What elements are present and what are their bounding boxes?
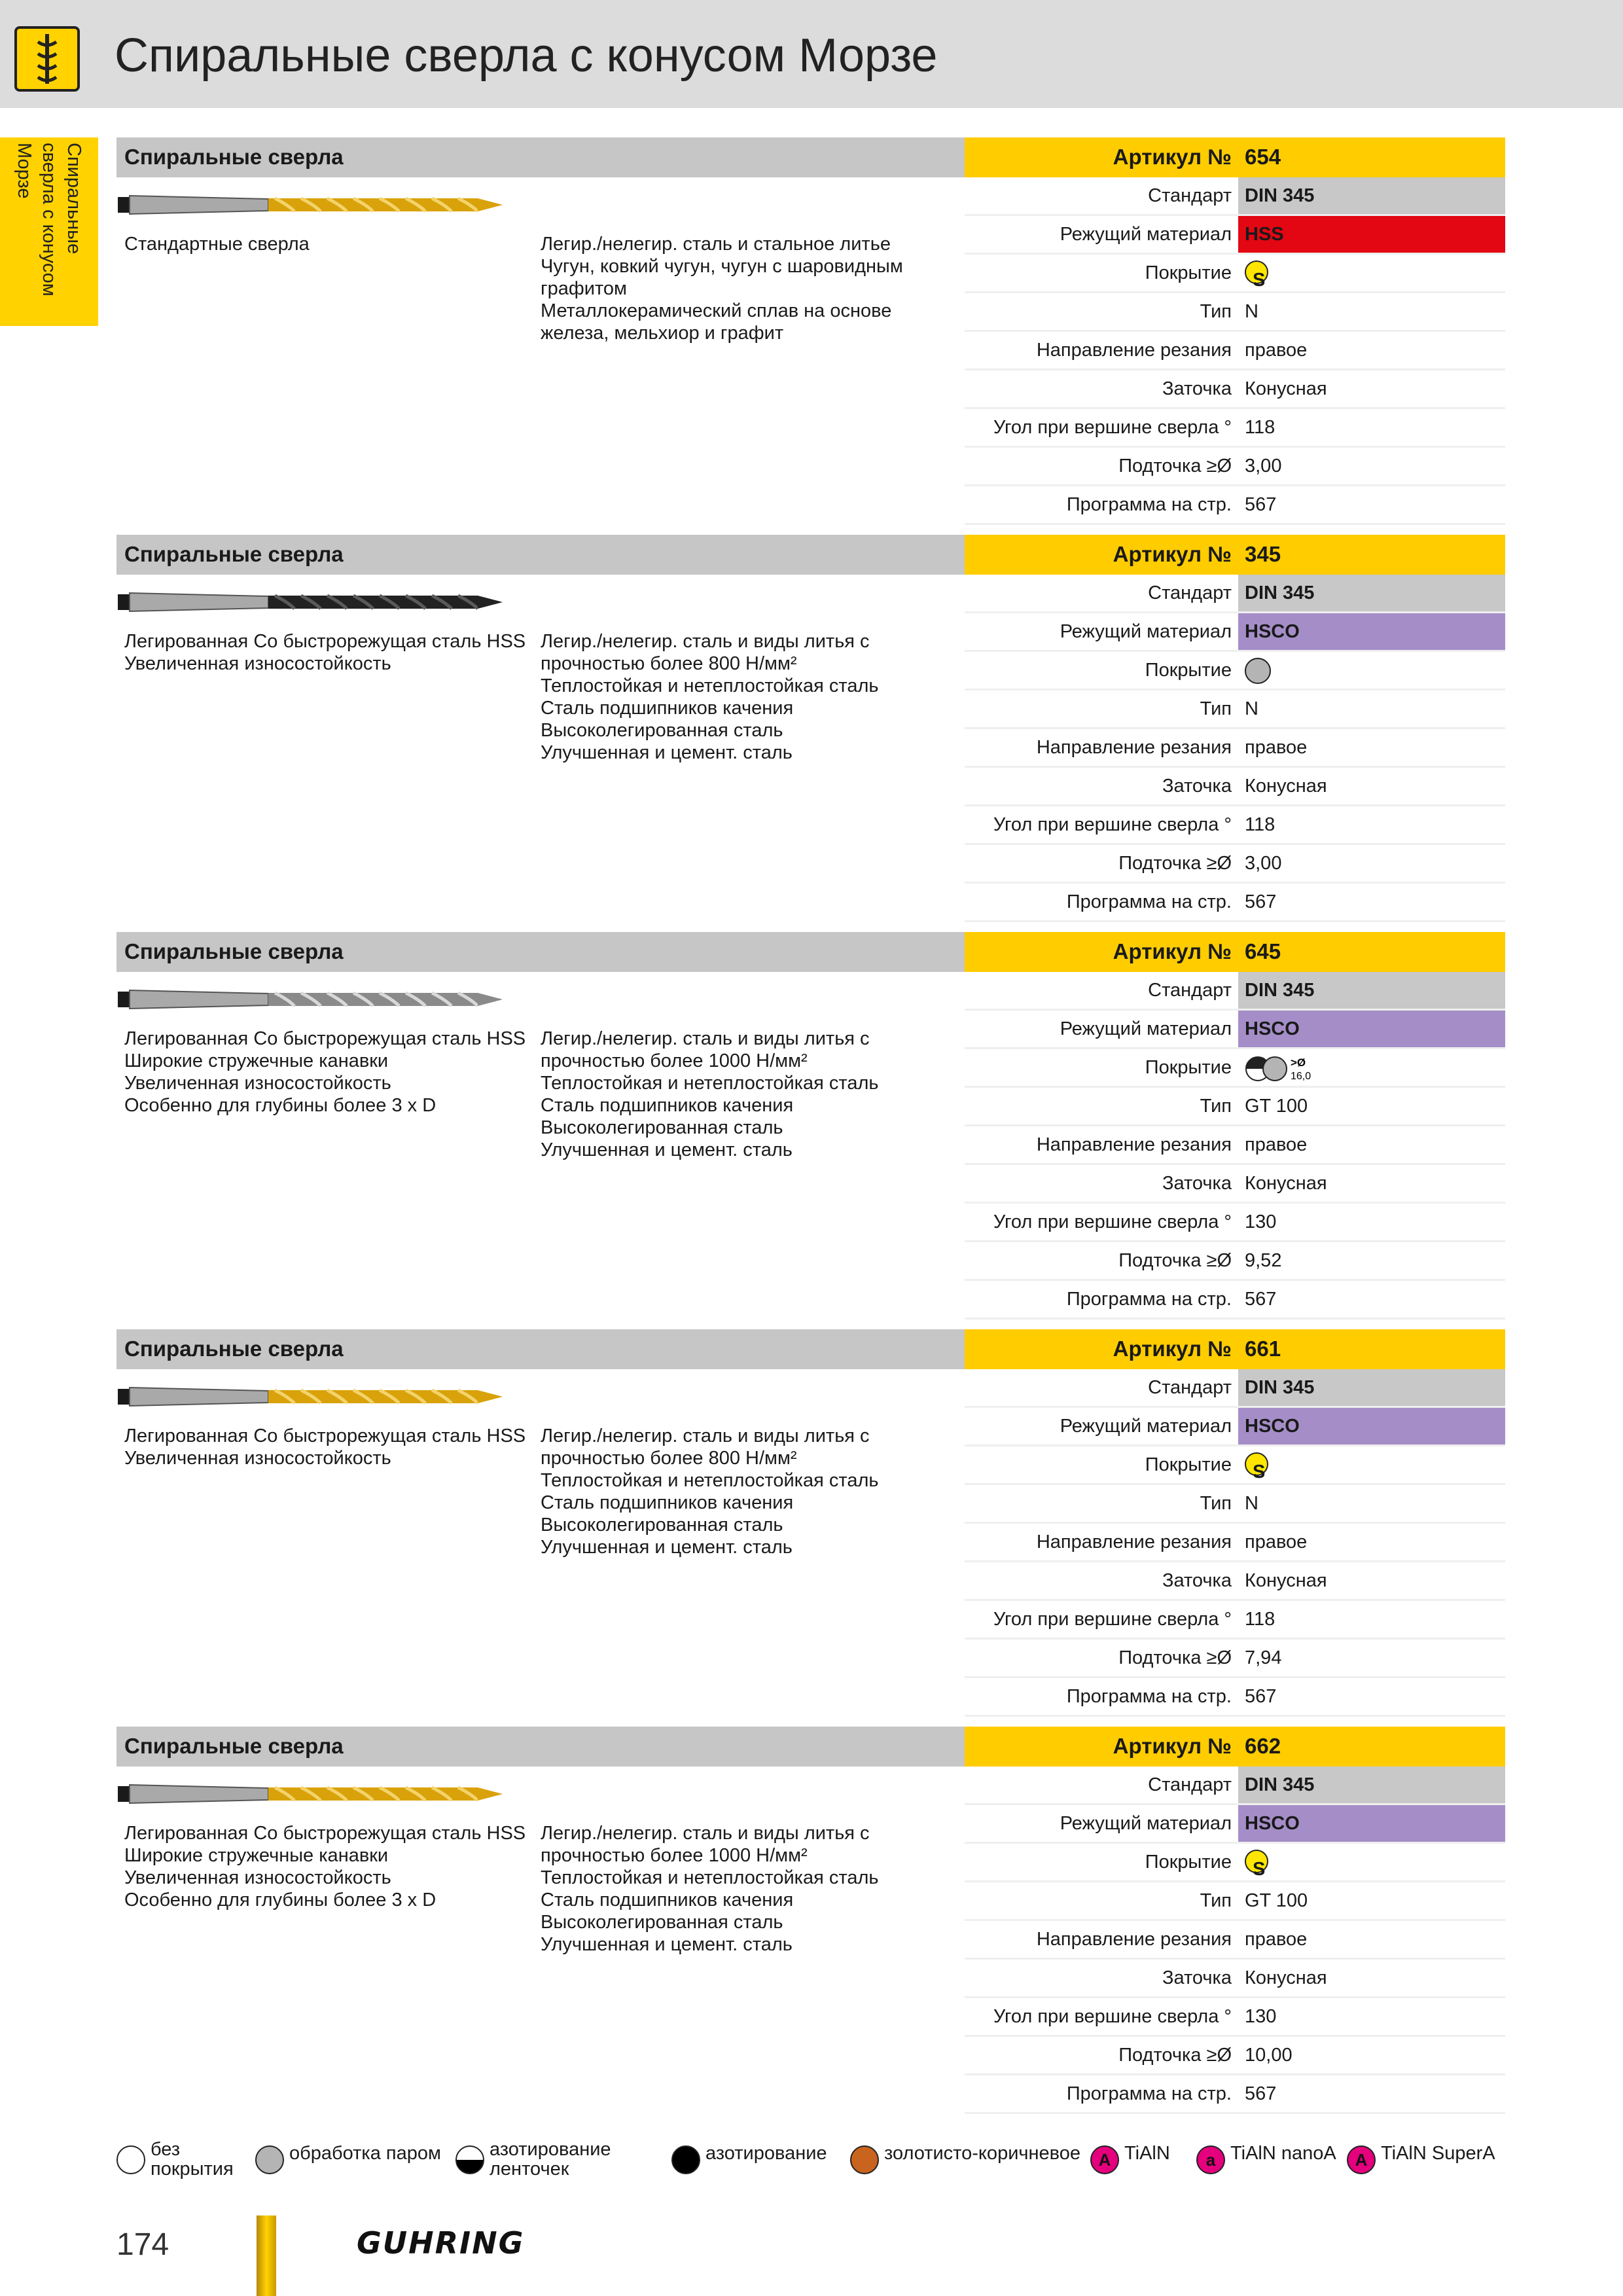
tialn-nanoa-icon: a <box>1196 2145 1225 2174</box>
spec-value-cell <box>1238 293 1505 330</box>
spec-value-thinning: 9,52 <box>1245 1250 1282 1271</box>
product-section-654 <box>116 137 1505 535</box>
description-line: Легированная Co быстрорежущая сталь HSS <box>124 1823 526 1844</box>
legend-label: обработка паром <box>289 2143 441 2164</box>
spec-value-grind: Конусная <box>1245 378 1327 399</box>
spec-value-cell <box>1238 1998 1505 2035</box>
spec-row-point_grind <box>965 1960 1505 1998</box>
spec-row-program_page <box>965 2075 1505 2114</box>
spec-value-standard: DIN 345 <box>1245 1774 1315 1795</box>
material-line: Легир./нелегир. сталь и виды литья с <box>541 1426 870 1446</box>
product-section-345 <box>116 535 1505 932</box>
material-line: Улучшенная и цемент. сталь <box>541 1934 793 1955</box>
spec-value-cell <box>1238 1126 1505 1163</box>
spec-value-standard: DIN 345 <box>1245 980 1315 1001</box>
coating-legend <box>116 2135 1505 2181</box>
drill-image <box>118 986 504 1013</box>
spec-value-cell <box>1238 613 1505 650</box>
article-number: 662 <box>1245 1734 1281 1758</box>
spec-label-point_angle: Угол при вершине сверла ° <box>993 417 1232 438</box>
spec-label-type: Тип <box>1200 698 1232 719</box>
spec-value-cell <box>1238 1011 1505 1047</box>
spec-row-thinning <box>965 1640 1505 1678</box>
spec-row-point_angle <box>965 1998 1505 2037</box>
spec-row-cutting_material <box>965 613 1505 652</box>
spec-label-program_page: Программа на стр. <box>1066 1289 1232 1310</box>
spec-row-point_angle <box>965 1204 1505 1242</box>
description-line: Увеличенная износостойкость <box>124 653 391 674</box>
spec-label-thinning: Подточка ≥Ø <box>1118 456 1232 476</box>
article-heading-bar <box>965 137 1505 177</box>
article-number: 645 <box>1245 939 1281 963</box>
drill-image <box>118 1383 504 1410</box>
spec-value-cell <box>1238 1165 1505 1202</box>
spec-value-cell <box>1238 370 1505 407</box>
spec-value-page: 567 <box>1245 2083 1277 2104</box>
drill-image <box>118 1780 504 1808</box>
spec-row-cutting_direction <box>965 1126 1505 1165</box>
article-heading-bar <box>965 535 1505 575</box>
steam-gold-s-icon: S <box>1245 1850 1268 1873</box>
spec-value-cutting_material: HSS <box>1245 224 1284 245</box>
spec-value-standard: DIN 345 <box>1245 1377 1315 1398</box>
spec-value-angle: 130 <box>1245 2006 1277 2027</box>
tialn-supera-icon: A <box>1347 2145 1376 2174</box>
description-line: Стандартные сверла <box>124 234 310 255</box>
section-heading: Спиральные сверла <box>124 542 344 566</box>
spec-value-cell <box>1238 486 1505 523</box>
description-line: Широкие стружечные канавки <box>124 1845 389 1866</box>
section-heading-bar <box>116 535 965 575</box>
spec-value-cell <box>1238 448 1505 484</box>
page-header <box>0 0 1623 108</box>
material-line: Теплостойкая и нетеплостойкая сталь <box>541 1867 879 1888</box>
product-section-662 <box>116 1727 1505 2124</box>
spec-row-point_angle <box>965 1601 1505 1640</box>
material-line: Высоколегированная сталь <box>541 1117 783 1138</box>
legend-label: золотисто-коричневое <box>884 2143 1080 2164</box>
material-line: Теплостойкая и нетеплостойкая сталь <box>541 1073 879 1094</box>
spec-value-cell <box>1238 1369 1505 1406</box>
spec-value-angle: 118 <box>1245 417 1275 438</box>
spec-value-thinning: 3,00 <box>1245 456 1282 476</box>
spec-row-program_page <box>965 486 1505 525</box>
spec-row-cutting_material <box>965 1805 1505 1844</box>
workpiece-materials <box>541 233 959 344</box>
svg-text:16,0: 16,0 <box>1291 1071 1311 1082</box>
spec-value-direction: правое <box>1245 1532 1308 1552</box>
spec-label-cutting_direction: Направление резания <box>1036 737 1232 758</box>
spec-row-thinning <box>965 2037 1505 2075</box>
spec-row-standard <box>965 177 1505 216</box>
spec-value-cell <box>1238 1049 1505 1086</box>
spec-row-type <box>965 1088 1505 1126</box>
uncoated-icon <box>116 2145 145 2174</box>
spec-value-cell <box>1238 806 1505 843</box>
material-line: Улучшенная и цемент. сталь <box>541 1537 793 1558</box>
article-label: Артикул № <box>1113 1336 1232 1361</box>
description-line: Широкие стружечные канавки <box>124 1050 389 1071</box>
spec-row-coating <box>965 652 1505 691</box>
side-tab-label: Спиральные сверла с конусом Морзе <box>14 143 84 296</box>
spec-value-grind: Конусная <box>1245 1967 1327 1988</box>
spec-row-thinning <box>965 448 1505 486</box>
spec-label-cutting_material: Режущий материал <box>1060 224 1232 245</box>
spec-label-cutting_direction: Направление резания <box>1036 340 1232 361</box>
spec-label-point_grind: Заточка <box>1162 1570 1232 1591</box>
material-line: Легир./нелегир. сталь и виды литья с <box>541 1823 870 1844</box>
spec-label-cutting_material: Режущий материал <box>1060 1018 1232 1039</box>
spec-value-cell <box>1238 1242 1505 1279</box>
legend-label: азотирование <box>705 2143 827 2164</box>
spec-value-cell <box>1238 1601 1505 1638</box>
drill-logo-icon <box>14 26 80 92</box>
spec-value-cell <box>1238 768 1505 804</box>
spec-label-standard: Стандарт <box>1148 1774 1232 1795</box>
spec-label-thinning: Подточка ≥Ø <box>1118 1647 1232 1668</box>
spec-value-cell <box>1238 1960 1505 1996</box>
spec-value-cell <box>1238 409 1505 446</box>
workpiece-materials <box>541 1425 959 1558</box>
material-line: Высоколегированная сталь <box>541 1912 783 1933</box>
article-label: Артикул № <box>1113 145 1232 169</box>
section-heading: Спиральные сверла <box>124 1336 344 1361</box>
spec-row-point_grind <box>965 1165 1505 1204</box>
spec-label-coating: Покрытие <box>1145 1057 1232 1078</box>
spec-label-point_grind: Заточка <box>1162 1173 1232 1194</box>
spec-value-cell <box>1238 845 1505 882</box>
material-line: прочностью более 800 Н/мм² <box>541 1448 797 1469</box>
product-description <box>124 1822 537 1911</box>
spec-value-direction: правое <box>1245 340 1308 361</box>
spec-row-coating <box>965 1049 1505 1088</box>
combined-coating-icon <box>1245 1054 1317 1083</box>
spec-value-cell <box>1238 575 1505 611</box>
material-line: Сталь подшипников качения <box>541 1492 794 1513</box>
spec-value-thinning: 10,00 <box>1245 2045 1293 2066</box>
section-heading-bar <box>116 137 965 177</box>
spec-row-type <box>965 293 1505 332</box>
description-line: Увеличенная износостойкость <box>124 1448 391 1469</box>
spec-row-standard <box>965 1369 1505 1408</box>
spec-row-standard <box>965 972 1505 1011</box>
material-line: Сталь подшипников качения <box>541 1095 794 1116</box>
spec-label-standard: Стандарт <box>1148 1377 1232 1398</box>
article-heading-bar <box>965 1727 1505 1767</box>
material-line: Теплостойкая и нетеплостойкая сталь <box>541 1470 879 1491</box>
spec-value-cell <box>1238 884 1505 920</box>
spec-value-cell <box>1238 177 1505 214</box>
spec-label-point_grind: Заточка <box>1162 776 1232 797</box>
description-line: Легированная Co быстрорежущая сталь HSS <box>124 1426 526 1446</box>
spec-value-direction: правое <box>1245 1134 1308 1155</box>
material-line: Высоколегированная сталь <box>541 720 783 741</box>
material-line: Чугун, ковкий чугун, чугун с шаровидным <box>541 256 903 277</box>
spec-label-point_grind: Заточка <box>1162 1967 1232 1988</box>
spec-label-program_page: Программа на стр. <box>1066 494 1232 515</box>
spec-label-program_page: Программа на стр. <box>1066 2083 1232 2104</box>
spec-row-standard <box>965 1767 1505 1805</box>
spec-value-cell <box>1238 1882 1505 1919</box>
spec-label-type: Тип <box>1200 1890 1232 1911</box>
spec-label-cutting_direction: Направление резания <box>1036 1532 1232 1552</box>
spec-value-cell <box>1238 1485 1505 1522</box>
material-line: Легир./нелегир. сталь и виды литья с <box>541 631 870 652</box>
spec-label-cutting_material: Режущий материал <box>1060 1416 1232 1437</box>
description-line: Увеличенная износостойкость <box>124 1867 391 1888</box>
steam-gold-s-icon: S <box>1245 260 1268 284</box>
drill-image <box>118 588 504 616</box>
spec-value-type: N <box>1245 301 1258 322</box>
description-line: Легированная Co быстрорежущая сталь HSS <box>124 631 526 652</box>
section-heading-bar <box>116 1329 965 1369</box>
spec-label-standard: Стандарт <box>1148 583 1232 603</box>
spec-label-point_angle: Угол при вершине сверла ° <box>993 1211 1232 1232</box>
legend-label: TiAlN SuperA <box>1381 2143 1495 2164</box>
tialn-icon: A <box>1090 2145 1119 2174</box>
spec-row-type <box>965 691 1505 729</box>
material-line: Сталь подшипников качения <box>541 1890 794 1910</box>
article-number: 345 <box>1245 542 1281 566</box>
material-line: Сталь подшипников качения <box>541 698 794 719</box>
description-line: Особенно для глубины более 3 x D <box>124 1890 437 1910</box>
spec-row-point_grind <box>965 370 1505 409</box>
brand-logo: GUHRING <box>357 2225 525 2261</box>
spec-value-angle: 118 <box>1245 1609 1275 1630</box>
spec-label-cutting_material: Режущий материал <box>1060 621 1232 642</box>
steam-treated-icon <box>1245 658 1271 684</box>
spec-row-point_grind <box>965 1562 1505 1601</box>
legend-label: без покрытия <box>151 2139 234 2179</box>
spec-value-cell <box>1238 1204 1505 1240</box>
nitrided-icon <box>671 2145 700 2174</box>
spec-value-page: 567 <box>1245 1289 1277 1310</box>
svg-text:>Ø: >Ø <box>1291 1056 1306 1069</box>
spec-label-coating: Покрытие <box>1145 660 1232 681</box>
spec-row-thinning <box>965 1242 1505 1281</box>
spec-row-cutting_material <box>965 216 1505 255</box>
article-heading-bar <box>965 932 1505 972</box>
material-line: прочностью более 800 Н/мм² <box>541 653 797 674</box>
footer-accent-bar <box>257 2215 276 2296</box>
legend-label: азотирование ленточек <box>490 2139 611 2179</box>
spec-label-point_angle: Угол при вершине сверла ° <box>993 2006 1232 2027</box>
product-description <box>124 1425 537 1469</box>
spec-label-coating: Покрытие <box>1145 262 1232 283</box>
spec-value-angle: 130 <box>1245 1211 1277 1232</box>
spec-row-point_angle <box>965 806 1505 845</box>
spec-label-type: Тип <box>1200 1096 1232 1117</box>
material-line: Металлокерамический сплав на основе <box>541 300 892 321</box>
spec-label-type: Тип <box>1200 301 1232 322</box>
material-line: Высоколегированная сталь <box>541 1515 783 1535</box>
article-number: 661 <box>1245 1336 1281 1361</box>
spec-value-cell <box>1238 2075 1505 2112</box>
product-description <box>124 1028 537 1117</box>
spec-value-cutting_material: HSCO <box>1245 1813 1300 1834</box>
article-number: 654 <box>1245 145 1281 169</box>
spec-label-cutting_direction: Направление резания <box>1036 1134 1232 1155</box>
spec-row-cutting_direction <box>965 1921 1505 1960</box>
spec-label-coating: Покрытие <box>1145 1454 1232 1475</box>
spec-label-program_page: Программа на стр. <box>1066 1686 1232 1707</box>
spec-value-type: N <box>1245 1493 1258 1514</box>
spec-row-cutting_direction <box>965 729 1505 768</box>
spec-label-standard: Стандарт <box>1148 980 1232 1001</box>
spec-label-cutting_direction: Направление резания <box>1036 1929 1232 1950</box>
spec-value-grind: Конусная <box>1245 1570 1327 1591</box>
article-label: Артикул № <box>1113 939 1232 963</box>
spec-row-standard <box>965 575 1505 613</box>
spec-value-cell <box>1238 1805 1505 1842</box>
product-section-645 <box>116 932 1505 1329</box>
section-heading: Спиральные сверла <box>124 145 344 169</box>
spec-label-program_page: Программа на стр. <box>1066 891 1232 912</box>
spec-value-cell <box>1238 1408 1505 1444</box>
spec-value-direction: правое <box>1245 1929 1308 1950</box>
land-nitrided-icon <box>455 2145 484 2174</box>
spec-value-cutting_material: HSCO <box>1245 1416 1300 1437</box>
spec-value-angle: 118 <box>1245 814 1275 835</box>
spec-value-cell <box>1238 729 1505 766</box>
spec-value-cell <box>1238 1524 1505 1560</box>
spec-value-standard: DIN 345 <box>1245 185 1315 206</box>
spec-row-coating <box>965 1446 1505 1485</box>
spec-value-grind: Конусная <box>1245 776 1327 797</box>
spec-value-cell <box>1238 652 1505 689</box>
steam-gold-s-icon: S <box>1245 1452 1268 1476</box>
spec-value-cell <box>1238 1446 1505 1483</box>
description-line: Особенно для глубины более 3 x D <box>124 1095 437 1116</box>
spec-value-cell <box>1238 2037 1505 2073</box>
spec-row-program_page <box>965 884 1505 922</box>
spec-value-cell <box>1238 1281 1505 1318</box>
spec-value-cell <box>1238 332 1505 368</box>
spec-value-type: GT 100 <box>1245 1096 1308 1117</box>
material-line: Теплостойкая и нетеплостойкая сталь <box>541 675 879 696</box>
section-heading: Спиральные сверла <box>124 939 344 963</box>
spec-value-cutting_material: HSCO <box>1245 621 1300 642</box>
material-line: железа, мельхиор и графит <box>541 323 784 344</box>
spec-value-cell <box>1238 1678 1505 1715</box>
spec-label-coating: Покрытие <box>1145 1852 1232 1873</box>
material-line: Улучшенная и цемент. сталь <box>541 742 793 763</box>
product-section-661 <box>116 1329 1505 1727</box>
article-heading-bar <box>965 1329 1505 1369</box>
spec-label-type: Тип <box>1200 1493 1232 1514</box>
spec-value-cell <box>1238 255 1505 291</box>
workpiece-materials <box>541 630 959 764</box>
spec-row-type <box>965 1485 1505 1524</box>
spec-row-point_grind <box>965 768 1505 806</box>
spec-value-cell <box>1238 1562 1505 1599</box>
spec-label-cutting_material: Режущий материал <box>1060 1813 1232 1834</box>
spec-row-cutting_direction <box>965 1524 1505 1562</box>
article-label: Артикул № <box>1113 542 1232 566</box>
section-heading: Спиральные сверла <box>124 1734 344 1758</box>
spec-value-cell <box>1238 1767 1505 1803</box>
drill-image <box>118 191 504 219</box>
spec-row-cutting_material <box>965 1408 1505 1446</box>
spec-label-point_angle: Угол при вершине сверла ° <box>993 814 1232 835</box>
spec-value-cell <box>1238 1921 1505 1958</box>
description-line: Увеличенная износостойкость <box>124 1073 391 1094</box>
spec-value-cell <box>1238 216 1505 253</box>
steam-treated-icon <box>255 2145 284 2174</box>
spec-row-cutting_material <box>965 1011 1505 1049</box>
spec-value-standard: DIN 345 <box>1245 583 1315 603</box>
legend-label: TiAlN <box>1124 2143 1170 2164</box>
spec-row-program_page <box>965 1281 1505 1319</box>
spec-label-thinning: Подточка ≥Ø <box>1118 853 1232 874</box>
spec-value-cutting_material: HSCO <box>1245 1018 1300 1039</box>
page-number: 174 <box>116 2227 169 2262</box>
workpiece-materials <box>541 1822 959 1956</box>
section-heading-bar <box>116 932 965 972</box>
spec-row-cutting_direction <box>965 332 1505 370</box>
spec-row-program_page <box>965 1678 1505 1717</box>
spec-value-thinning: 3,00 <box>1245 853 1282 874</box>
spec-label-thinning: Подточка ≥Ø <box>1118 2045 1232 2066</box>
product-description <box>124 233 537 255</box>
material-line: графитом <box>541 278 627 299</box>
spec-value-page: 567 <box>1245 891 1277 912</box>
material-line: Легир./нелегир. сталь и виды литья с <box>541 1028 870 1049</box>
spec-value-cell <box>1238 691 1505 727</box>
spec-label-standard: Стандарт <box>1148 185 1232 206</box>
spec-value-page: 567 <box>1245 1686 1277 1707</box>
spec-value-thinning: 7,94 <box>1245 1647 1282 1668</box>
legend-label: TiAlN nanoA <box>1230 2143 1336 2164</box>
spec-value-page: 567 <box>1245 494 1277 515</box>
article-label: Артикул № <box>1113 1734 1232 1758</box>
spec-label-point_angle: Угол при вершине сверла ° <box>993 1609 1232 1630</box>
spec-value-cell <box>1238 972 1505 1009</box>
spec-label-thinning: Подточка ≥Ø <box>1118 1250 1232 1271</box>
spec-row-coating <box>965 1844 1505 1882</box>
description-line: Легированная Co быстрорежущая сталь HSS <box>124 1028 526 1049</box>
spec-value-direction: правое <box>1245 737 1308 758</box>
spec-label-point_grind: Заточка <box>1162 378 1232 399</box>
workpiece-materials <box>541 1028 959 1161</box>
spec-value-type: N <box>1245 698 1258 719</box>
gold-brown-icon <box>850 2145 879 2174</box>
spec-value-grind: Конусная <box>1245 1173 1327 1194</box>
spec-row-thinning <box>965 845 1505 884</box>
product-description <box>124 630 537 675</box>
spec-row-coating <box>965 255 1505 293</box>
spec-value-cell <box>1238 1844 1505 1880</box>
spec-value-cell <box>1238 1088 1505 1124</box>
spec-value-type: GT 100 <box>1245 1890 1308 1911</box>
spec-row-type <box>965 1882 1505 1921</box>
spec-value-cell <box>1238 1640 1505 1676</box>
material-line: прочностью более 1000 Н/мм² <box>541 1050 808 1071</box>
material-line: Улучшенная и цемент. сталь <box>541 1139 793 1160</box>
spec-row-point_angle <box>965 409 1505 448</box>
material-line: Легир./нелегир. сталь и стальное литье <box>541 234 891 255</box>
material-line: прочностью более 1000 Н/мм² <box>541 1845 808 1866</box>
section-heading-bar <box>116 1727 965 1767</box>
page-title: Спиральные сверла с конусом Морзе <box>115 29 938 82</box>
